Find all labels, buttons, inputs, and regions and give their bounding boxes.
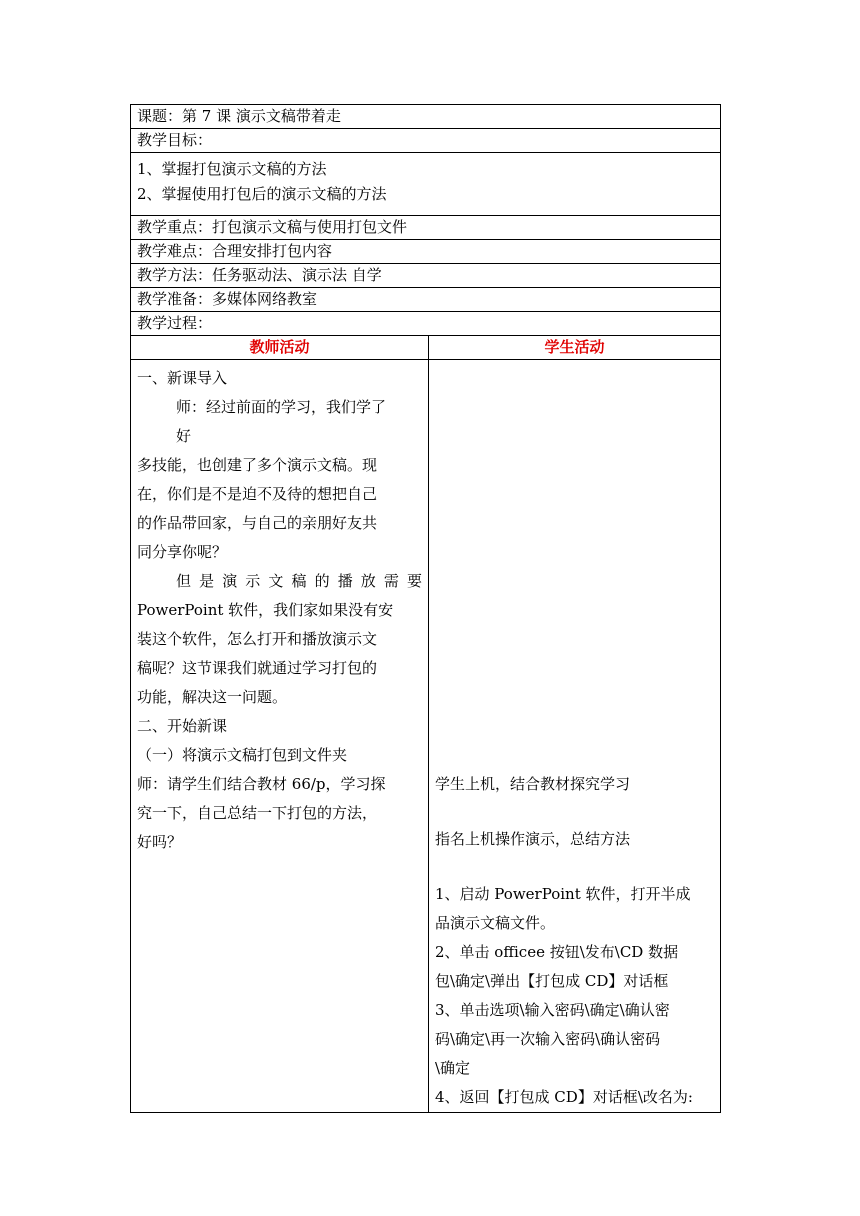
teacher-line: 同分享你呢？ xyxy=(137,543,228,561)
teacher-line: 在，你们是不是迫不及待的想把自己 xyxy=(137,485,378,503)
goal-item: 2、掌握使用打包后的演示文稿的方法 xyxy=(137,185,387,203)
lesson-title: 课题：第 7 课 演示文稿带着走 xyxy=(131,105,721,129)
student-line: 学生上机，结合教材探究学习 xyxy=(435,775,631,793)
teacher-line: 好 xyxy=(176,427,192,445)
teacher-line: 好吗？ xyxy=(137,833,183,851)
method: 教学方法：任务驱动法、演示法 自学 xyxy=(131,264,721,288)
teacher-line: 一、新课导入 xyxy=(137,369,228,387)
teacher-line: 师：请学生们结合教材 66/p，学习探 xyxy=(137,775,386,793)
student-line: 码\确定\再一次输入密码\确认密码 xyxy=(435,1030,661,1048)
teacher-line: 装这个软件，怎么打开和播放演示文 xyxy=(137,630,378,648)
teacher-line: 但是演示文稿的播放需要 xyxy=(176,572,422,590)
student-line: 1、启动 PowerPoint 软件，打开半成 xyxy=(435,885,691,903)
lesson-table xyxy=(130,104,721,1113)
preparation: 教学准备：多媒体网络教室 xyxy=(131,288,721,312)
student-gap xyxy=(435,854,714,880)
teacher-line: （一）将演示文稿打包到文件夹 xyxy=(137,746,348,764)
teacher-activity-cell xyxy=(131,360,429,1113)
student-activity-header: 学生活动 xyxy=(429,336,721,360)
student-gap xyxy=(435,799,714,825)
student-line: 3、单击选项\输入密码\确定\确认密 xyxy=(435,1001,670,1019)
goal-item: 1、掌握打包演示文稿的方法 xyxy=(137,160,327,178)
teacher-line: 功能，解决这一问题。 xyxy=(137,688,288,706)
lesson-plan xyxy=(130,104,720,1113)
student-line: 包\确定\弹出【打包成 CD】对话框 xyxy=(435,972,669,990)
student-line: 2、单击 officee 按钮\发布\CD 数据 xyxy=(435,943,679,961)
key-point: 教学重点：打包演示文稿与使用打包文件 xyxy=(131,216,721,240)
student-line: 4、返回【打包成 CD】对话框\改名为: xyxy=(435,1088,693,1106)
goals-label: 教学目标： xyxy=(131,129,721,153)
student-spacer xyxy=(435,364,714,770)
teacher-line: 多技能，也创建了多个演示文稿。现 xyxy=(137,456,378,474)
student-line: 品演示文稿文件。 xyxy=(435,914,556,932)
teacher-line: 稿呢？这节课我们就通过学习打包的 xyxy=(137,659,378,677)
teacher-line: 的作品带回家，与自己的亲朋好友共 xyxy=(137,514,378,532)
process-label: 教学过程： xyxy=(131,312,721,336)
student-line: 指名上机操作演示，总结方法 xyxy=(435,830,631,848)
teacher-activity-header: 教师活动 xyxy=(131,336,429,360)
student-activity-cell xyxy=(429,360,721,1113)
goals-cell xyxy=(131,153,721,216)
teacher-line: PowerPoint 软件，我们家如果没有安 xyxy=(137,601,394,619)
student-line: \确定 xyxy=(435,1059,471,1077)
teacher-line: 究一下，自己总结一下打包的方法， xyxy=(137,804,378,822)
difficulty: 教学难点：合理安排打包内容 xyxy=(131,240,721,264)
teacher-line: 师：经过前面的学习，我们学了 xyxy=(176,398,387,416)
teacher-line: 二、开始新课 xyxy=(137,717,228,735)
